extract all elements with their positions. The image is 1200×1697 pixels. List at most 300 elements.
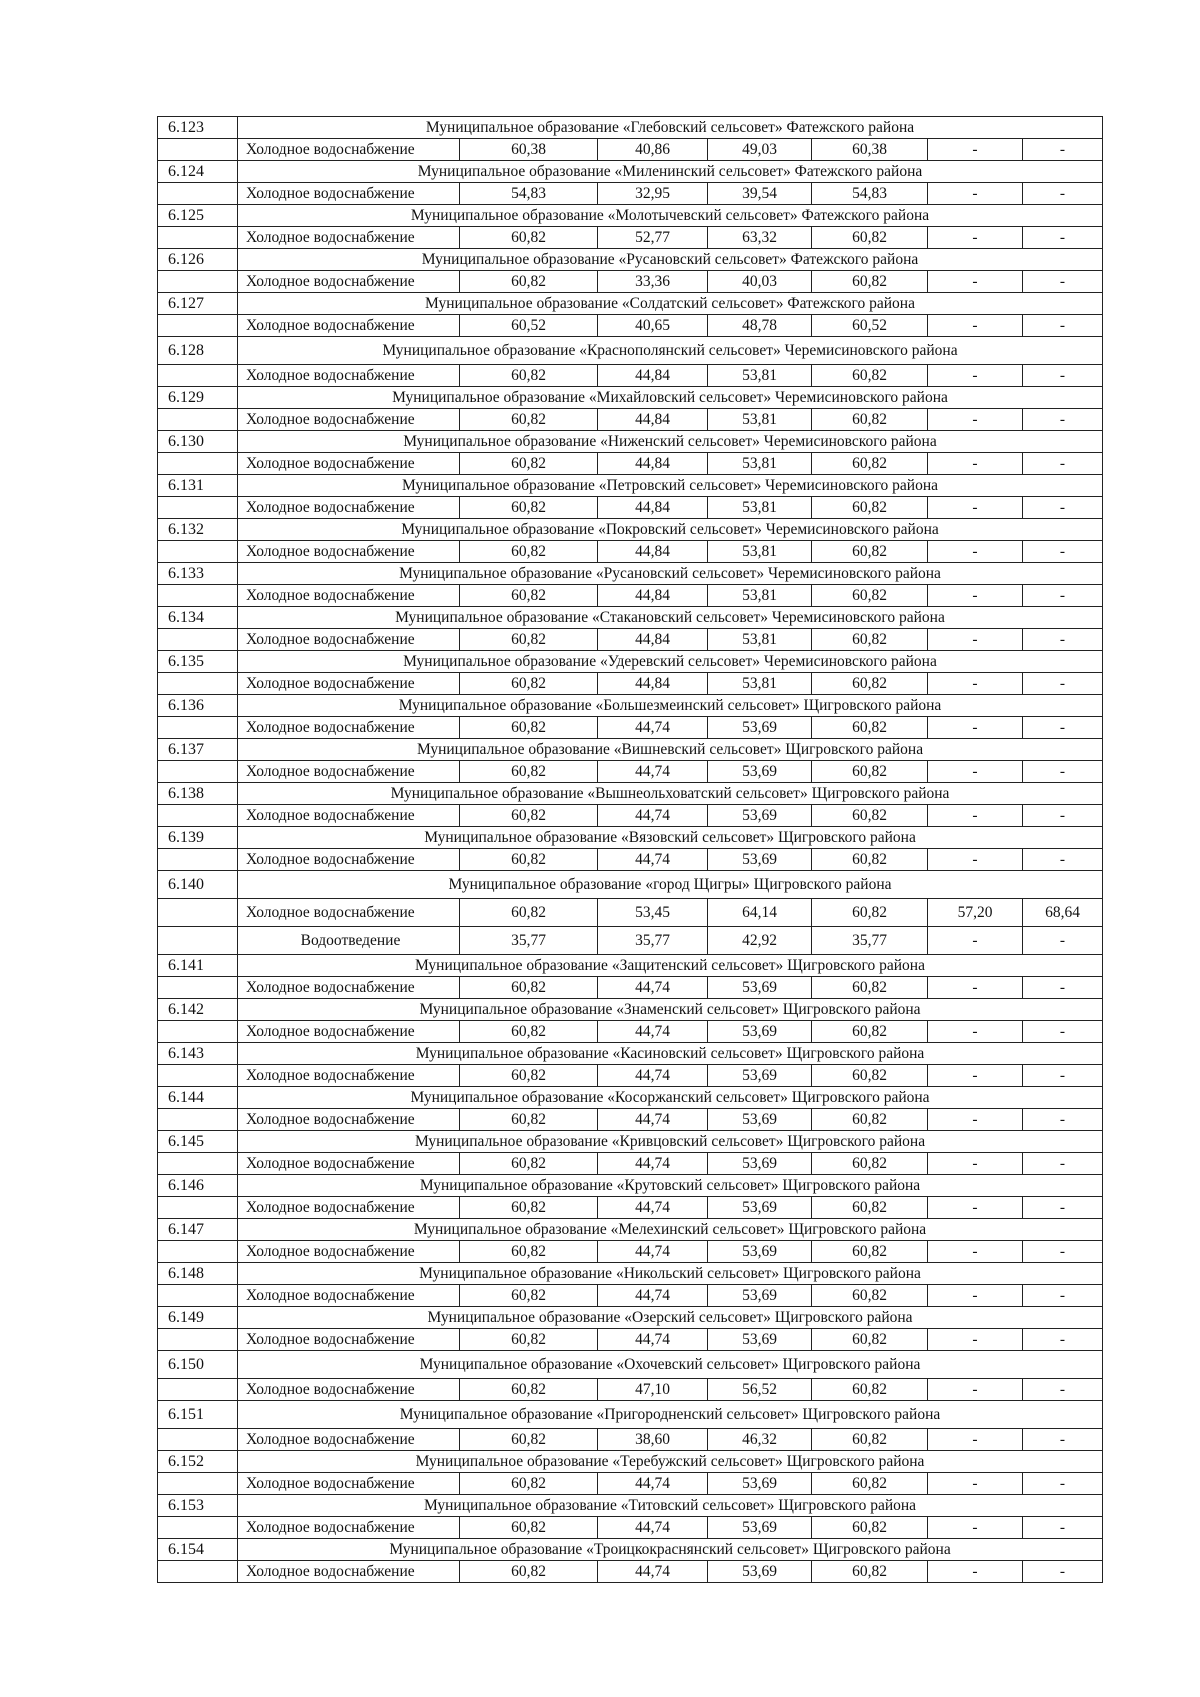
section-header-row [158, 1131, 1103, 1153]
empty-cell [158, 1241, 238, 1263]
service-name: Холодное водоснабжение [238, 1153, 460, 1175]
section-number: 6.143 [158, 1043, 238, 1065]
section-header-row [158, 827, 1103, 849]
service-name: Холодное водоснабжение [238, 1285, 460, 1307]
tariff-value: 60,82 [460, 541, 598, 563]
section-number: 6.153 [158, 1495, 238, 1517]
empty-cell [158, 541, 238, 563]
tariff-value: 60,38 [812, 139, 928, 161]
tariff-value: 60,82 [460, 1429, 598, 1451]
tariff-value: - [1023, 629, 1103, 651]
service-name: Холодное водоснабжение [238, 365, 460, 387]
tariff-value: 60,82 [812, 805, 928, 827]
tariff-value: 44,74 [598, 1473, 708, 1495]
service-name: Холодное водоснабжение [238, 1197, 460, 1219]
tariff-value: - [928, 1065, 1023, 1087]
section-header-row [158, 651, 1103, 673]
table-row [158, 1197, 1103, 1219]
empty-cell [158, 271, 238, 293]
tariff-value: 53,69 [708, 1065, 812, 1087]
tariff-value: - [928, 541, 1023, 563]
section-number: 6.128 [158, 337, 238, 365]
tariff-value: - [928, 1517, 1023, 1539]
section-number: 6.151 [158, 1401, 238, 1429]
service-name: Холодное водоснабжение [238, 899, 460, 927]
tariff-value: 60,82 [812, 1021, 928, 1043]
section-header-row [158, 161, 1103, 183]
tariff-value: - [928, 1109, 1023, 1131]
table-row [158, 673, 1103, 695]
empty-cell [158, 1517, 238, 1539]
service-name: Холодное водоснабжение [238, 541, 460, 563]
section-title: Муниципальное образование «Михайловский сельсовет» Черемисиновского района [238, 387, 1103, 409]
section-header-row [158, 1219, 1103, 1241]
tariff-value: - [928, 497, 1023, 519]
empty-cell [158, 497, 238, 519]
section-title: Муниципальное образование «Мелехинский сельсовет» Щигровского района [238, 1219, 1103, 1241]
tariff-value: - [1023, 1473, 1103, 1495]
service-name: Холодное водоснабжение [238, 1517, 460, 1539]
empty-cell [158, 1561, 238, 1583]
service-name: Холодное водоснабжение [238, 1109, 460, 1131]
tariff-value: - [1023, 927, 1103, 955]
tariff-value: 60,82 [460, 1197, 598, 1219]
table-row [158, 1329, 1103, 1351]
tariff-value: 60,82 [812, 673, 928, 695]
tariff-value: 44,74 [598, 717, 708, 739]
tariff-value: 60,82 [460, 453, 598, 475]
tariff-value: 53,81 [708, 673, 812, 695]
empty-cell [158, 629, 238, 651]
section-number: 6.142 [158, 999, 238, 1021]
tariff-value: 60,82 [812, 271, 928, 293]
tariff-value: - [1023, 1561, 1103, 1583]
empty-cell [158, 315, 238, 337]
section-title: Муниципальное образование «Миленинский сельсовет» Фатежского района [238, 161, 1103, 183]
section-number: 6.133 [158, 563, 238, 585]
service-name: Холодное водоснабжение [238, 183, 460, 205]
table-row [158, 629, 1103, 651]
tariff-value: 38,60 [598, 1429, 708, 1451]
tariff-value: 60,82 [812, 629, 928, 651]
tariff-value: 32,95 [598, 183, 708, 205]
section-number: 6.137 [158, 739, 238, 761]
tariff-value: 60,82 [812, 1285, 928, 1307]
tariff-value: 53,81 [708, 585, 812, 607]
tariff-value: 53,69 [708, 1021, 812, 1043]
section-header-row [158, 205, 1103, 227]
empty-cell [158, 183, 238, 205]
tariff-value: 60,82 [460, 365, 598, 387]
service-name: Холодное водоснабжение [238, 673, 460, 695]
section-title: Муниципальное образование «Большезмеинский сельсовет» Щигровского района [238, 695, 1103, 717]
section-title: Муниципальное образование «Троицкокраснянский сельсовет» Щигровского района [238, 1539, 1103, 1561]
tariff-value: - [928, 227, 1023, 249]
tariff-value: 60,82 [812, 1429, 928, 1451]
tariff-value: - [928, 1429, 1023, 1451]
section-number: 6.124 [158, 161, 238, 183]
tariff-value: 60,82 [460, 673, 598, 695]
service-name: Холодное водоснабжение [238, 139, 460, 161]
section-number: 6.136 [158, 695, 238, 717]
section-number: 6.135 [158, 651, 238, 673]
empty-cell [158, 1285, 238, 1307]
tariff-value: 53,45 [598, 899, 708, 927]
tariff-value: 60,82 [812, 849, 928, 871]
table-row [158, 761, 1103, 783]
service-name: Холодное водоснабжение [238, 761, 460, 783]
tariff-value: 42,92 [708, 927, 812, 955]
empty-cell [158, 1153, 238, 1175]
table-row [158, 1473, 1103, 1495]
table-row [158, 1065, 1103, 1087]
service-name: Холодное водоснабжение [238, 977, 460, 999]
tariff-value: 40,65 [598, 315, 708, 337]
tariff-value: - [928, 1241, 1023, 1263]
tariff-value: 53,81 [708, 629, 812, 651]
section-header-row [158, 1451, 1103, 1473]
tariff-value: - [928, 977, 1023, 999]
section-title: Муниципальное образование «Никольский сельсовет» Щигровского района [238, 1263, 1103, 1285]
empty-cell [158, 927, 238, 955]
tariff-value: 60,82 [460, 409, 598, 431]
tariff-value: 60,52 [460, 315, 598, 337]
tariff-value: 44,74 [598, 1517, 708, 1539]
tariff-value: 53,81 [708, 365, 812, 387]
empty-cell [158, 849, 238, 871]
tariff-value: 60,82 [812, 1473, 928, 1495]
section-title: Муниципальное образование «Озерский сельсовет» Щигровского района [238, 1307, 1103, 1329]
section-title: Муниципальное образование «Глебовский сельсовет» Фатежского района [238, 117, 1103, 139]
tariff-value: 46,32 [708, 1429, 812, 1451]
section-number: 6.147 [158, 1219, 238, 1241]
tariff-value: 60,82 [812, 1153, 928, 1175]
table-row [158, 453, 1103, 475]
table-row [158, 1561, 1103, 1583]
tariff-value: - [928, 1153, 1023, 1175]
tariff-value: 44,74 [598, 1241, 708, 1263]
section-title: Муниципальное образование «Крутовский сельсовет» Щигровского района [238, 1175, 1103, 1197]
tariff-value: 44,74 [598, 805, 708, 827]
section-number: 6.134 [158, 607, 238, 629]
section-title: Муниципальное образование «Вишневский сельсовет» Щигровского района [238, 739, 1103, 761]
empty-cell [158, 1021, 238, 1043]
table-row [158, 805, 1103, 827]
tariff-value: 53,69 [708, 977, 812, 999]
section-number: 6.138 [158, 783, 238, 805]
tariff-value: - [928, 585, 1023, 607]
tariff-value: 60,82 [812, 1065, 928, 1087]
tariff-value: - [928, 1021, 1023, 1043]
section-title: Муниципальное образование «Петровский сельсовет» Черемисиновского района [238, 475, 1103, 497]
section-title: Муниципальное образование «Охочевский сельсовет» Щигровского района [238, 1351, 1103, 1379]
tariff-value: - [928, 673, 1023, 695]
tariff-value: 60,82 [812, 1109, 928, 1131]
tariff-value: 60,82 [460, 805, 598, 827]
table-row [158, 315, 1103, 337]
tariff-value: 44,74 [598, 1285, 708, 1307]
tariff-value: - [928, 365, 1023, 387]
empty-cell [158, 673, 238, 695]
tariff-value: 60,82 [812, 365, 928, 387]
tariff-value: 52,77 [598, 227, 708, 249]
tariff-value: 60,82 [460, 1021, 598, 1043]
section-number: 6.144 [158, 1087, 238, 1109]
empty-cell [158, 805, 238, 827]
tariff-value: 44,84 [598, 365, 708, 387]
tariff-value: 44,84 [598, 453, 708, 475]
tariff-value: - [928, 409, 1023, 431]
tariff-value: 49,03 [708, 139, 812, 161]
section-header-row [158, 1087, 1103, 1109]
tariff-value: - [1023, 409, 1103, 431]
tariff-value: - [928, 1329, 1023, 1351]
section-header-row [158, 563, 1103, 585]
tariff-value: 44,74 [598, 977, 708, 999]
table-row [158, 1517, 1103, 1539]
tariff-value: 53,81 [708, 453, 812, 475]
tariff-value: 60,82 [460, 227, 598, 249]
table-row [158, 585, 1103, 607]
tariff-value: 60,82 [460, 977, 598, 999]
section-header-row [158, 475, 1103, 497]
section-title: Муниципальное образование «Стакановский сельсовет» Черемисиновского района [238, 607, 1103, 629]
section-header-row [158, 739, 1103, 761]
section-header-row [158, 519, 1103, 541]
section-title: Муниципальное образование «город Щигры» Щигровского района [238, 871, 1103, 899]
tariff-value: - [928, 629, 1023, 651]
tariff-value: 53,81 [708, 541, 812, 563]
section-number: 6.129 [158, 387, 238, 409]
section-title: Муниципальное образование «Теребужский сельсовет» Щигровского района [238, 1451, 1103, 1473]
tariff-value: 60,38 [460, 139, 598, 161]
tariff-value: - [928, 1197, 1023, 1219]
tariff-value: 60,82 [812, 1329, 928, 1351]
table-row [158, 365, 1103, 387]
tariff-value: 44,74 [598, 1197, 708, 1219]
tariff-value: 53,69 [708, 1473, 812, 1495]
tariff-value: 60,82 [812, 1197, 928, 1219]
tariff-value: - [1023, 183, 1103, 205]
table-row [158, 849, 1103, 871]
tariff-value: 60,82 [460, 1379, 598, 1401]
tariff-value: 60,82 [812, 899, 928, 927]
tariff-value: 60,82 [812, 585, 928, 607]
tariff-value: 54,83 [460, 183, 598, 205]
service-name: Холодное водоснабжение [238, 497, 460, 519]
section-header-row [158, 955, 1103, 977]
empty-cell [158, 1109, 238, 1131]
tariff-value: 60,82 [812, 497, 928, 519]
service-name: Холодное водоснабжение [238, 271, 460, 293]
tariff-value: 48,78 [708, 315, 812, 337]
section-header-row [158, 249, 1103, 271]
tariff-value: - [1023, 1109, 1103, 1131]
tariff-value: 60,82 [460, 629, 598, 651]
tariff-value: - [928, 1285, 1023, 1307]
tariff-value: - [928, 761, 1023, 783]
section-number: 6.145 [158, 1131, 238, 1153]
table-row [158, 139, 1103, 161]
empty-cell [158, 1429, 238, 1451]
section-title: Муниципальное образование «Касиновский сельсовет» Щигровского района [238, 1043, 1103, 1065]
section-title: Муниципальное образование «Краснополянский сельсовет» Черемисиновского района [238, 337, 1103, 365]
tariff-value: - [928, 805, 1023, 827]
section-title: Муниципальное образование «Удеревский сельсовет» Черемисиновского района [238, 651, 1103, 673]
section-number: 6.152 [158, 1451, 238, 1473]
empty-cell [158, 453, 238, 475]
tariff-value: 68,64 [1023, 899, 1103, 927]
section-header-row [158, 1043, 1103, 1065]
tariff-value: 60,82 [460, 271, 598, 293]
tariff-value: 44,74 [598, 1109, 708, 1131]
section-header-row [158, 293, 1103, 315]
tariff-value: - [928, 315, 1023, 337]
tariff-value: - [928, 139, 1023, 161]
section-title: Муниципальное образование «Солдатский сельсовет» Фатежского района [238, 293, 1103, 315]
tariff-value: 53,69 [708, 1241, 812, 1263]
tariff-value: - [928, 717, 1023, 739]
tariff-value: 35,77 [598, 927, 708, 955]
tariff-value: - [1023, 1197, 1103, 1219]
tariff-value: - [928, 849, 1023, 871]
tariff-value: 44,74 [598, 761, 708, 783]
tariff-value: - [1023, 1285, 1103, 1307]
tariff-value: - [928, 271, 1023, 293]
table-row [158, 927, 1103, 955]
section-header-row [158, 999, 1103, 1021]
tariff-value: - [1023, 227, 1103, 249]
empty-cell [158, 761, 238, 783]
table-row [158, 977, 1103, 999]
tariff-value: 44,74 [598, 1153, 708, 1175]
empty-cell [158, 409, 238, 431]
tariff-value: 44,74 [598, 849, 708, 871]
tariff-value: 60,82 [460, 1329, 598, 1351]
empty-cell [158, 717, 238, 739]
tariff-value: 44,74 [598, 1329, 708, 1351]
tariff-value: 53,69 [708, 1285, 812, 1307]
section-header-row [158, 871, 1103, 899]
section-number: 6.140 [158, 871, 238, 899]
tariff-value: - [1023, 1329, 1103, 1351]
tariff-value: - [1023, 315, 1103, 337]
section-number: 6.148 [158, 1263, 238, 1285]
tariff-value: 53,69 [708, 1329, 812, 1351]
tariff-value: 53,69 [708, 849, 812, 871]
tariff-value: 60,82 [812, 227, 928, 249]
table-row [158, 1285, 1103, 1307]
tariff-value: 44,84 [598, 409, 708, 431]
tariff-value: - [1023, 271, 1103, 293]
tariff-value: - [1023, 849, 1103, 871]
tariff-value: 60,82 [812, 453, 928, 475]
tariff-value: 60,82 [460, 849, 598, 871]
tariff-value: 60,82 [460, 1065, 598, 1087]
section-number: 6.150 [158, 1351, 238, 1379]
table-row [158, 1109, 1103, 1131]
tariff-value: - [1023, 673, 1103, 695]
section-header-row [158, 1263, 1103, 1285]
tariff-value: - [1023, 1379, 1103, 1401]
tariff-value: - [928, 1561, 1023, 1583]
tariff-value: 53,69 [708, 1109, 812, 1131]
section-number: 6.123 [158, 117, 238, 139]
service-name: Холодное водоснабжение [238, 1429, 460, 1451]
table-row [158, 409, 1103, 431]
tariff-value: - [1023, 1241, 1103, 1263]
section-header-row [158, 1495, 1103, 1517]
section-title: Муниципальное образование «Молотычевский сельсовет» Фатежского района [238, 205, 1103, 227]
tariff-value: - [1023, 1517, 1103, 1539]
section-number: 6.146 [158, 1175, 238, 1197]
tariff-value: 60,82 [812, 409, 928, 431]
tariff-value: 60,82 [812, 1517, 928, 1539]
tariff-value: 57,20 [928, 899, 1023, 927]
tariff-value: - [1023, 805, 1103, 827]
tariff-value: - [1023, 717, 1103, 739]
tariff-value: 56,52 [708, 1379, 812, 1401]
table-row [158, 717, 1103, 739]
service-name: Водоотведение [238, 927, 460, 955]
section-number: 6.125 [158, 205, 238, 227]
tariff-value: 60,82 [460, 1153, 598, 1175]
tariff-value: 60,82 [460, 1517, 598, 1539]
service-name: Холодное водоснабжение [238, 409, 460, 431]
tariff-value: 54,83 [812, 183, 928, 205]
tariff-value: 60,82 [812, 1379, 928, 1401]
tariff-value: 33,36 [598, 271, 708, 293]
tariff-table [157, 116, 1103, 1583]
section-title: Муниципальное образование «Русановский сельсовет» Фатежского района [238, 249, 1103, 271]
empty-cell [158, 227, 238, 249]
service-name: Холодное водоснабжение [238, 315, 460, 337]
tariff-value: - [928, 453, 1023, 475]
tariff-value: 64,14 [708, 899, 812, 927]
section-number: 6.154 [158, 1539, 238, 1561]
service-name: Холодное водоснабжение [238, 1561, 460, 1583]
tariff-value: 44,74 [598, 1561, 708, 1583]
section-title: Муниципальное образование «Покровский сельсовет» Черемисиновского района [238, 519, 1103, 541]
table-row [158, 1241, 1103, 1263]
section-title: Муниципальное образование «Косоржанский сельсовет» Щигровского района [238, 1087, 1103, 1109]
section-number: 6.130 [158, 431, 238, 453]
section-title: Муниципальное образование «Пригородненский сельсовет» Щигровского района [238, 1401, 1103, 1429]
table-row [158, 183, 1103, 205]
section-number: 6.126 [158, 249, 238, 271]
tariff-value: 53,69 [708, 1561, 812, 1583]
section-header-row [158, 117, 1103, 139]
tariff-value: - [928, 927, 1023, 955]
tariff-value: 60,82 [460, 1241, 598, 1263]
section-title: Муниципальное образование «Вышнеольховатский сельсовет» Щигровского района [238, 783, 1103, 805]
section-header-row [158, 1307, 1103, 1329]
section-number: 6.132 [158, 519, 238, 541]
tariff-value: - [1023, 1153, 1103, 1175]
service-name: Холодное водоснабжение [238, 1473, 460, 1495]
tariff-value: 60,82 [812, 717, 928, 739]
service-name: Холодное водоснабжение [238, 453, 460, 475]
tariff-value: 44,74 [598, 1065, 708, 1087]
service-name: Холодное водоснабжение [238, 1241, 460, 1263]
tariff-value: 60,82 [460, 1285, 598, 1307]
table-row [158, 1379, 1103, 1401]
tariff-value: 39,54 [708, 183, 812, 205]
tariff-value: 60,82 [460, 585, 598, 607]
empty-cell [158, 585, 238, 607]
service-name: Холодное водоснабжение [238, 1329, 460, 1351]
tariff-value: - [1023, 139, 1103, 161]
